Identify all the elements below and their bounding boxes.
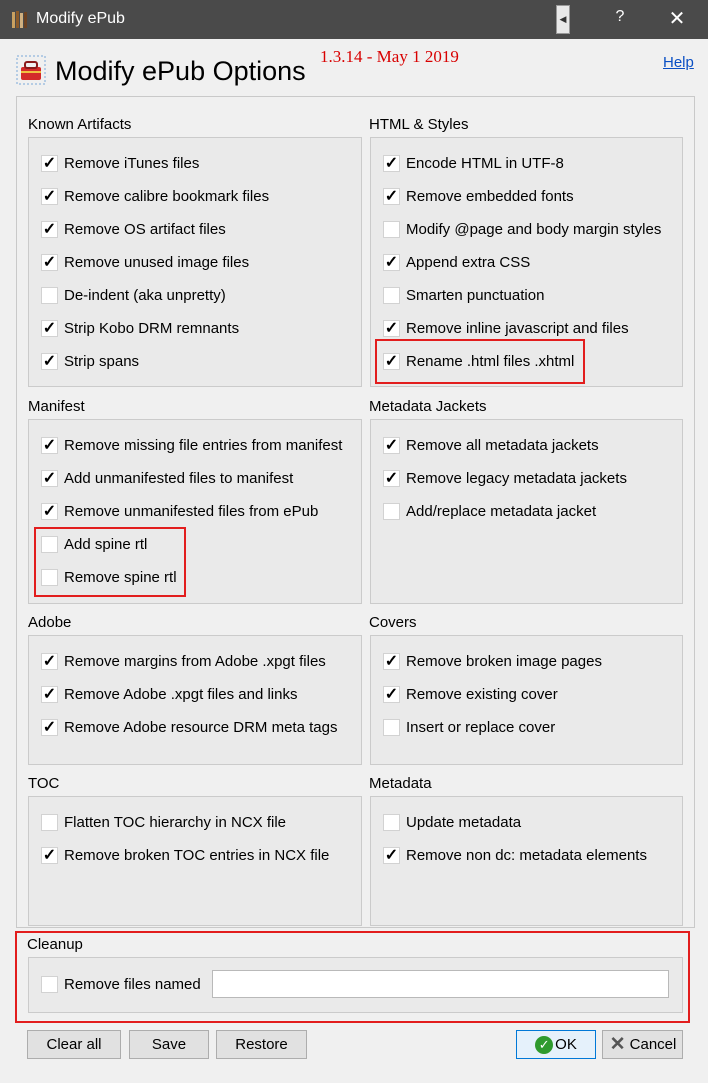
group-title-cleanup: Cleanup xyxy=(27,936,83,953)
checkbox-unchecked[interactable] xyxy=(41,569,58,586)
checkbox-unchecked[interactable] xyxy=(41,536,58,553)
checkbox-checked[interactable]: ✓ xyxy=(42,847,57,864)
checkbox-label: De-indent (aka unpretty) xyxy=(64,287,226,304)
checkbox-checked[interactable]: ✓ xyxy=(42,719,57,736)
ok-button[interactable] xyxy=(516,1030,596,1059)
checkbox-label: Remove calibre bookmark files xyxy=(64,188,270,205)
checkbox-label: Remove non dc: metadata elements xyxy=(406,847,647,864)
checkbox-label: Remove iTunes files xyxy=(64,155,200,172)
restore-button[interactable]: Restore xyxy=(216,1030,307,1059)
checkbox-checked[interactable]: ✓ xyxy=(384,254,399,271)
window-titlebar xyxy=(0,0,708,39)
checkbox-checked[interactable]: ✓ xyxy=(42,221,57,238)
checkbox-label: Remove files named xyxy=(64,976,201,993)
checkbox-unchecked[interactable] xyxy=(383,814,400,831)
checkbox-label: Remove all metadata jackets xyxy=(406,437,599,454)
checkbox-checked[interactable]: ✓ xyxy=(42,686,57,703)
checkbox-label: Modify @page and body margin styles xyxy=(406,221,662,238)
checkbox-checked[interactable]: ✓ xyxy=(42,653,57,670)
group-title-metadata-jackets: Metadata Jackets xyxy=(369,398,487,415)
checkbox-label: Strip spans xyxy=(64,353,140,370)
checkbox-label: Insert or replace cover xyxy=(406,719,556,736)
checkbox-label: Remove spine rtl xyxy=(64,569,177,586)
checkbox-checked[interactable]: ✓ xyxy=(384,437,399,454)
checkbox-unchecked[interactable] xyxy=(41,976,58,993)
checkbox-label: Remove existing cover xyxy=(406,686,558,703)
group-title-covers: Covers xyxy=(369,614,417,631)
checkbox-label: Rename .html files .xhtml xyxy=(406,353,575,370)
version-label: 1.3.14 - May 1 2019 xyxy=(320,47,459,66)
clear-all-button[interactable]: Clear all xyxy=(27,1030,121,1059)
ok-button-label: OK xyxy=(555,1036,577,1053)
checkbox-checked[interactable]: ✓ xyxy=(42,254,57,271)
checkbox-label: Remove Adobe .xpgt files and links xyxy=(64,686,298,703)
window-close-button[interactable]: ✕ xyxy=(668,8,686,30)
checkbox-label: Encode HTML in UTF-8 xyxy=(406,155,564,172)
group-title-manifest: Manifest xyxy=(28,398,85,415)
checkbox-unchecked[interactable] xyxy=(41,287,58,304)
checkbox-unchecked[interactable] xyxy=(383,221,400,238)
checkbox-checked[interactable]: ✓ xyxy=(384,686,399,703)
checkbox-label: Add/replace metadata jacket xyxy=(406,503,597,520)
checkbox-checked[interactable]: ✓ xyxy=(42,155,57,172)
checkbox-checked[interactable]: ✓ xyxy=(42,353,57,370)
checkbox-label: Update metadata xyxy=(406,814,522,831)
cancel-button[interactable] xyxy=(602,1030,683,1059)
checkbox-checked[interactable]: ✓ xyxy=(384,470,399,487)
checkbox-checked[interactable]: ✓ xyxy=(384,320,399,337)
checkbox-label: Strip Kobo DRM remnants xyxy=(64,320,240,337)
checkbox-unchecked[interactable] xyxy=(383,719,400,736)
checkbox-checked[interactable]: ✓ xyxy=(42,188,57,205)
checkbox-label: Remove margins from Adobe .xpgt files xyxy=(64,653,326,670)
books-icon xyxy=(12,11,30,28)
checkbox-checked[interactable]: ✓ xyxy=(384,155,399,172)
checkbox-label: Append extra CSS xyxy=(406,254,531,271)
collapse-handle[interactable]: ◀ xyxy=(556,5,570,34)
checkbox-label: Flatten TOC hierarchy in NCX file xyxy=(64,814,287,831)
cancel-x-icon: ✕ xyxy=(609,1034,626,1056)
checkbox-label: Remove broken TOC entries in NCX file xyxy=(64,847,330,864)
checkbox-checked[interactable]: ✓ xyxy=(42,437,57,454)
cancel-button-label: Cancel xyxy=(629,1036,677,1053)
checkbox-checked[interactable]: ✓ xyxy=(42,320,57,337)
group-title-metadata: Metadata xyxy=(369,775,432,792)
checkbox-label: Remove missing file entries from manifest xyxy=(64,437,343,454)
checkbox-label: Remove inline javascript and files xyxy=(406,320,629,337)
checkbox-checked[interactable]: ✓ xyxy=(384,353,399,370)
group-title-adobe: Adobe xyxy=(28,614,72,631)
checkbox-checked[interactable]: ✓ xyxy=(42,470,57,487)
help-link[interactable]: Help xyxy=(663,54,694,71)
page-title: Modify ePub Options xyxy=(55,56,306,86)
ok-check-icon: ✓ xyxy=(535,1036,553,1054)
checkbox-unchecked[interactable] xyxy=(41,814,58,831)
toolbox-icon xyxy=(16,55,46,85)
checkbox-label: Add spine rtl xyxy=(64,536,148,553)
checkbox-unchecked[interactable] xyxy=(383,503,400,520)
checkbox-label: Remove legacy metadata jackets xyxy=(406,470,627,487)
checkbox-checked[interactable]: ✓ xyxy=(384,847,399,864)
group-title-html-styles: HTML & Styles xyxy=(369,116,469,133)
checkbox-checked[interactable]: ✓ xyxy=(42,503,57,520)
checkbox-label: Remove embedded fonts xyxy=(406,188,574,205)
checkbox-label: Remove OS artifact files xyxy=(64,221,226,238)
checkbox-label: Add unmanifested files to manifest xyxy=(64,470,294,487)
window-help-button[interactable]: ? xyxy=(615,8,625,25)
checkbox-label: Smarten punctuation xyxy=(406,287,545,304)
checkbox-label: Remove unused image files xyxy=(64,254,250,271)
group-title-known-artifacts: Known Artifacts xyxy=(28,116,132,133)
save-button[interactable]: Save xyxy=(129,1030,209,1059)
group-title-toc: TOC xyxy=(28,775,60,792)
checkbox-checked[interactable]: ✓ xyxy=(384,188,399,205)
checkbox-label: Remove broken image pages xyxy=(406,653,602,670)
checkbox-label: Remove Adobe resource DRM meta tags xyxy=(64,719,338,736)
checkbox-unchecked[interactable] xyxy=(383,287,400,304)
checkbox-checked[interactable]: ✓ xyxy=(384,653,399,670)
checkbox-label: Remove unmanifested files from ePub xyxy=(64,503,319,520)
window-title: Modify ePub xyxy=(36,10,125,27)
